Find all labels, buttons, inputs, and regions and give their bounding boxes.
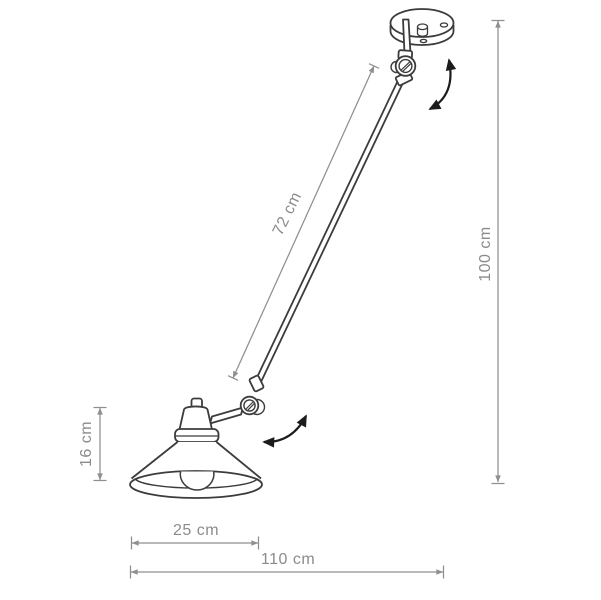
dimension-arm-72 [228, 64, 379, 381]
head-arm [210, 408, 243, 424]
upper-joint [391, 56, 415, 76]
dimension-label-overall-width: 110 cm [260, 551, 316, 568]
ceiling-canopy [391, 9, 454, 45]
dimension-label-shade-height: 16 cm [78, 420, 95, 468]
dimension-label-arm-length: 72 cm [269, 189, 306, 239]
elbow-joint [241, 397, 265, 415]
canopy-rod [403, 20, 411, 54]
rotation-arrow-lower [264, 416, 306, 442]
lamp-shade [130, 442, 262, 498]
dimension-label-shade-width: 25 cm [172, 522, 220, 539]
rotation-arrow-upper [430, 60, 450, 109]
dimension-label-overall-height: 100 cm [477, 226, 494, 282]
